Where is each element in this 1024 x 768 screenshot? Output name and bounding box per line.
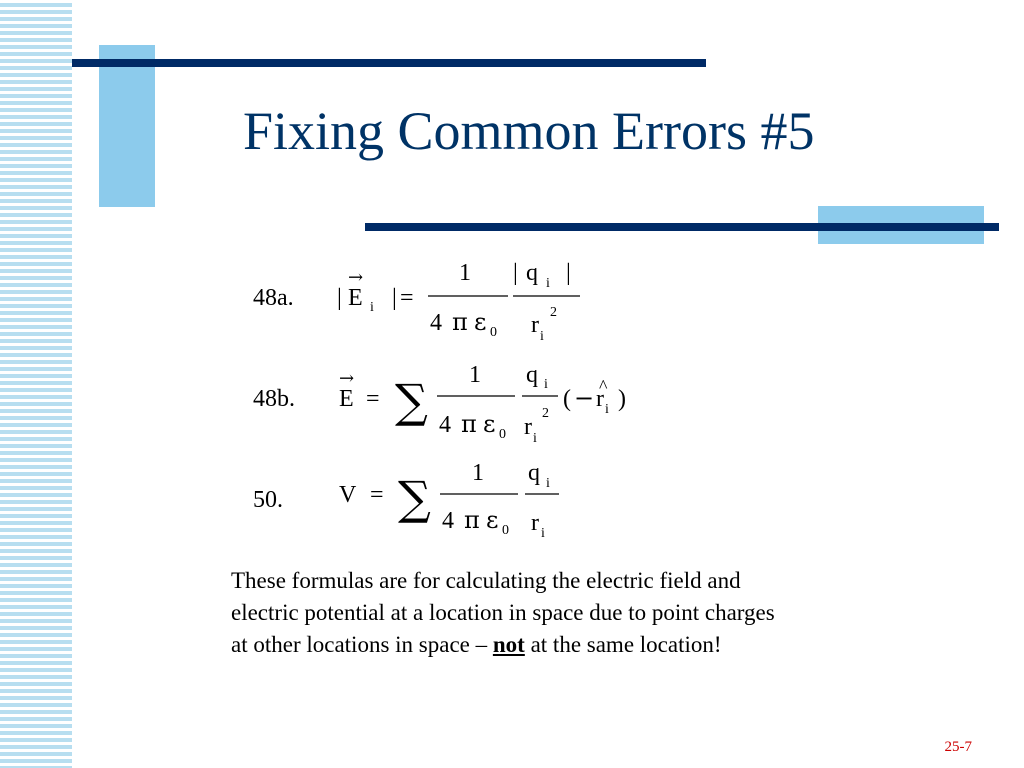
distance-subscript: i (541, 526, 545, 541)
equals-sign: = (366, 386, 380, 412)
distance-symbol: r (531, 510, 539, 536)
absolute-bar-right: | (392, 285, 397, 311)
emphasis-not: not (492, 632, 525, 657)
vector-arrow: → (339, 368, 355, 389)
epsilon-symbol: ε (483, 410, 496, 438)
equation-label: 48a. (253, 285, 294, 311)
pi-symbol: π (452, 308, 468, 336)
equation-48b (253, 362, 626, 446)
unit-vector-symbol: r (596, 386, 604, 412)
explanation-line-3 (231, 629, 931, 661)
absolute-bar-left: | (337, 285, 342, 311)
explanation-line-2: electric potential at a location in space due to point charges (231, 600, 775, 625)
field-symbol: E (348, 285, 363, 311)
unit-vector-hat: ^ (599, 376, 608, 396)
slide-number: 25-7 (944, 739, 972, 755)
denominator-four: 4 (439, 412, 451, 438)
epsilon-symbol: ε (486, 506, 499, 534)
unit-vector-subscript: i (605, 402, 609, 417)
equals-sign: = (400, 285, 414, 311)
numerator-one: 1 (472, 460, 484, 486)
equation-label: 48b. (253, 386, 295, 412)
explanation-line-1: These formulas are for calculating the electric field and (231, 568, 741, 593)
equals-sign: = (370, 482, 384, 508)
distance-subscript: i (540, 329, 544, 344)
slide-title: Fixing Common Errors #5 (243, 101, 815, 161)
charge-subscript: i (546, 276, 550, 291)
field-symbol: E (339, 386, 354, 412)
epsilon-subscript: 0 (499, 427, 506, 442)
pi-symbol: π (464, 506, 480, 534)
numerator-one: 1 (459, 260, 471, 286)
denominator-four: 4 (442, 508, 454, 534)
numerator-one: 1 (469, 362, 481, 388)
equation-48a (253, 260, 580, 344)
summation-symbol: ∑ (398, 471, 431, 525)
explanation-line-3-start: at other locations in space – (231, 632, 493, 657)
epsilon-subscript: 0 (502, 523, 509, 538)
charge-symbol: q (526, 260, 538, 286)
equation-label: 50. (253, 487, 283, 513)
vector-arrow: → (348, 267, 364, 288)
charge-bar-left: | (513, 260, 518, 286)
distance-symbol: r (524, 414, 532, 440)
minus-sign: − (574, 384, 595, 412)
distance-subscript: i (533, 431, 537, 446)
equation-50 (253, 460, 559, 541)
charge-subscript: i (546, 476, 550, 491)
explanation-line-3-end: at the same location! (524, 632, 722, 657)
pi-symbol: π (461, 410, 477, 438)
field-subscript: i (370, 300, 374, 315)
charge-bar-right: | (566, 260, 571, 286)
summation-symbol: ∑ (395, 374, 428, 428)
charge-symbol: q (526, 362, 538, 388)
charge-symbol: q (528, 460, 540, 486)
open-paren: ( (563, 386, 571, 412)
explanation-text (231, 565, 931, 661)
close-paren: ) (618, 386, 626, 412)
distance-symbol: r (531, 312, 539, 338)
charge-subscript: i (544, 377, 548, 392)
distance-exponent: 2 (542, 406, 549, 421)
distance-exponent: 2 (550, 305, 557, 320)
epsilon-symbol: ε (474, 308, 487, 336)
denominator-four: 4 (430, 310, 442, 336)
potential-symbol: V (339, 482, 357, 508)
epsilon-subscript: 0 (490, 325, 497, 340)
